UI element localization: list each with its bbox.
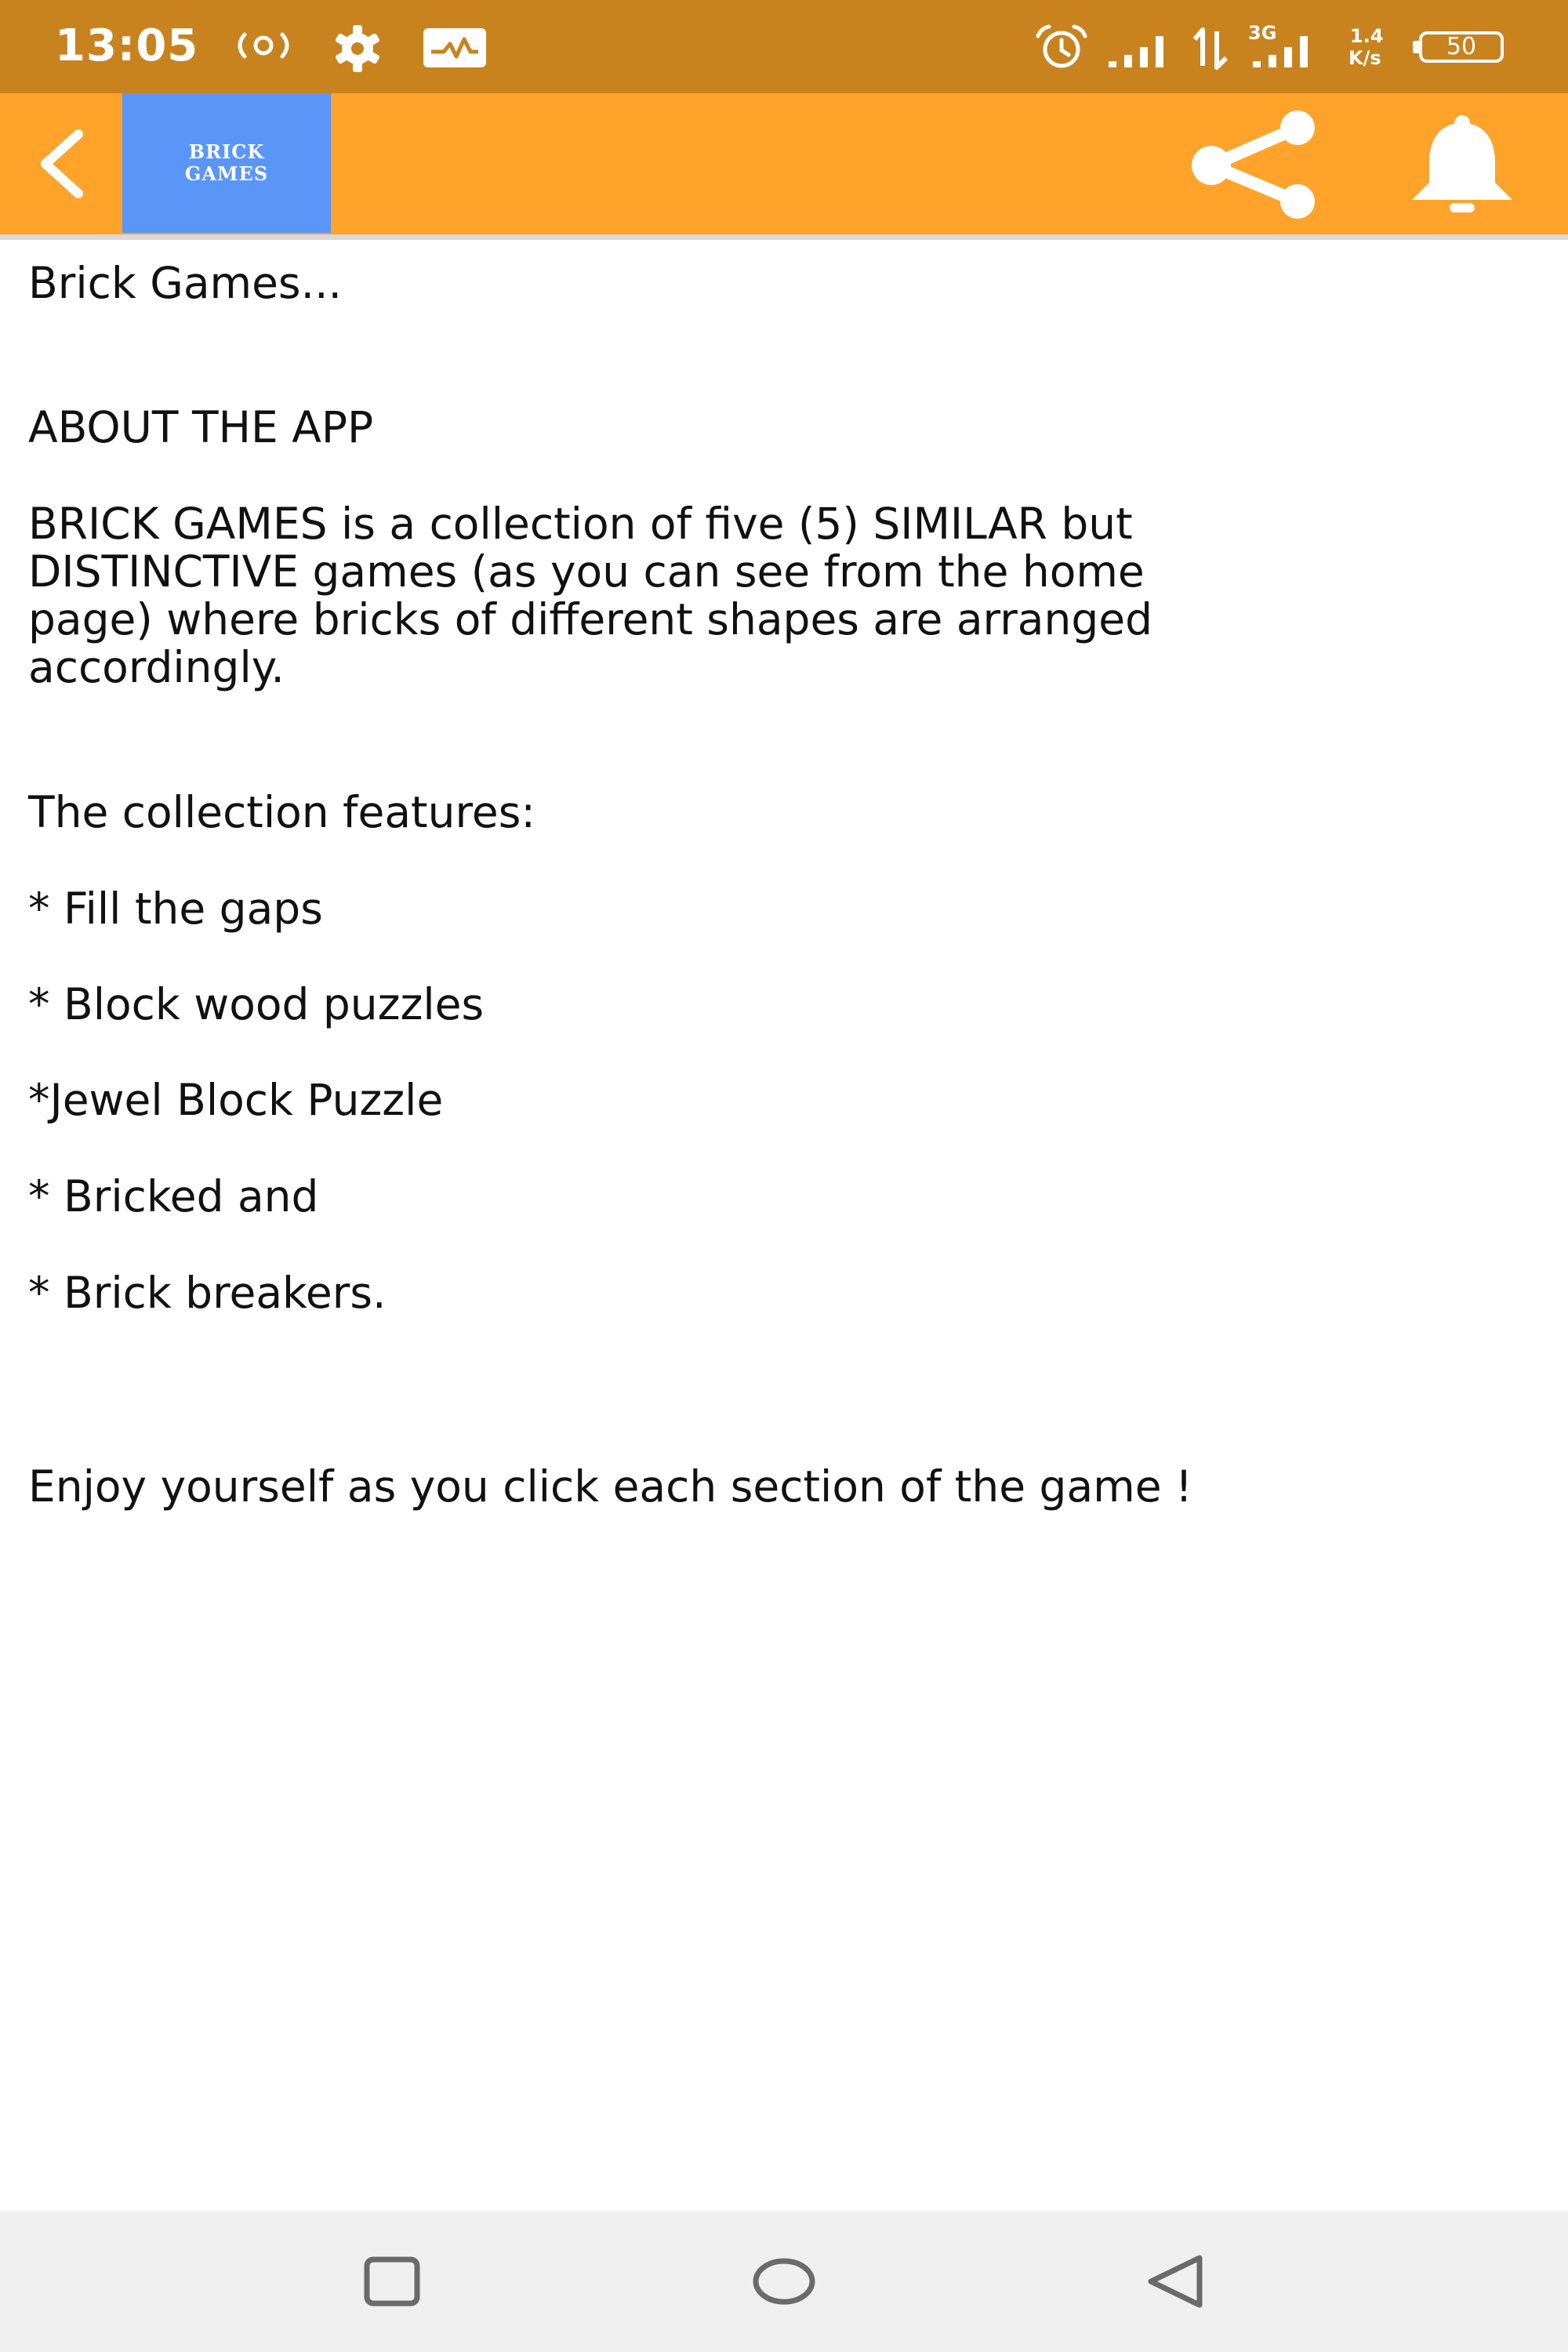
description-line: page) where bricks of different shapes are arranged [28,594,1153,644]
feature-item: * Fill the gaps [28,884,323,934]
toolbar-divider [0,234,1568,240]
system-nav-bar [0,2211,1568,2352]
status-bar [0,0,1568,93]
back-icon[interactable] [1137,2242,1215,2321]
signal-icon [1107,31,1173,67]
section-title: ABOUT THE APP [28,402,374,452]
share-icon[interactable] [1180,111,1329,220]
battery-tip [1413,41,1419,53]
description-line: accordingly. [28,642,285,692]
bell-icon[interactable] [1399,112,1525,222]
back-arrow-icon[interactable] [24,125,102,203]
app-logo-line2: GAMES [184,162,269,185]
network-speed-unit: K/s [1348,47,1381,69]
page-heading: Brick Games... [28,258,343,308]
description-line: DISTINCTIVE games (as you can see from the home [28,546,1145,597]
activity-monitor-icon [423,28,486,67]
status-time: 13:05 [55,20,199,71]
feature-item: * Block wood puzzles [28,979,485,1029]
recent-apps-icon[interactable] [353,2242,431,2321]
feature-item: * Brick breakers. [28,1268,387,1318]
feature-item: * Bricked and [28,1171,319,1221]
features-title: The collection features: [28,787,535,837]
data-transfer-icon [1189,27,1232,71]
signal-icon [1251,31,1317,67]
feature-item: *Jewel Block Puzzle [28,1075,444,1125]
battery-level: 50 [1446,33,1477,60]
hotspot-icon [234,30,293,61]
network-type-label: 3G [1248,22,1277,44]
app-logo [122,93,331,233]
app-logo-line1: BRICK [188,140,265,163]
alarm-icon [1032,24,1091,71]
description-line: BRICK GAMES is a collection of five (5) SIMILAR but [28,499,1133,549]
closing-text: Enjoy yourself as you click each section of the game ! [28,1461,1193,1512]
home-icon[interactable] [745,2242,823,2321]
app-toolbar [0,93,1568,234]
gear-icon [329,24,386,74]
network-speed-value: 1.4 [1350,25,1384,47]
